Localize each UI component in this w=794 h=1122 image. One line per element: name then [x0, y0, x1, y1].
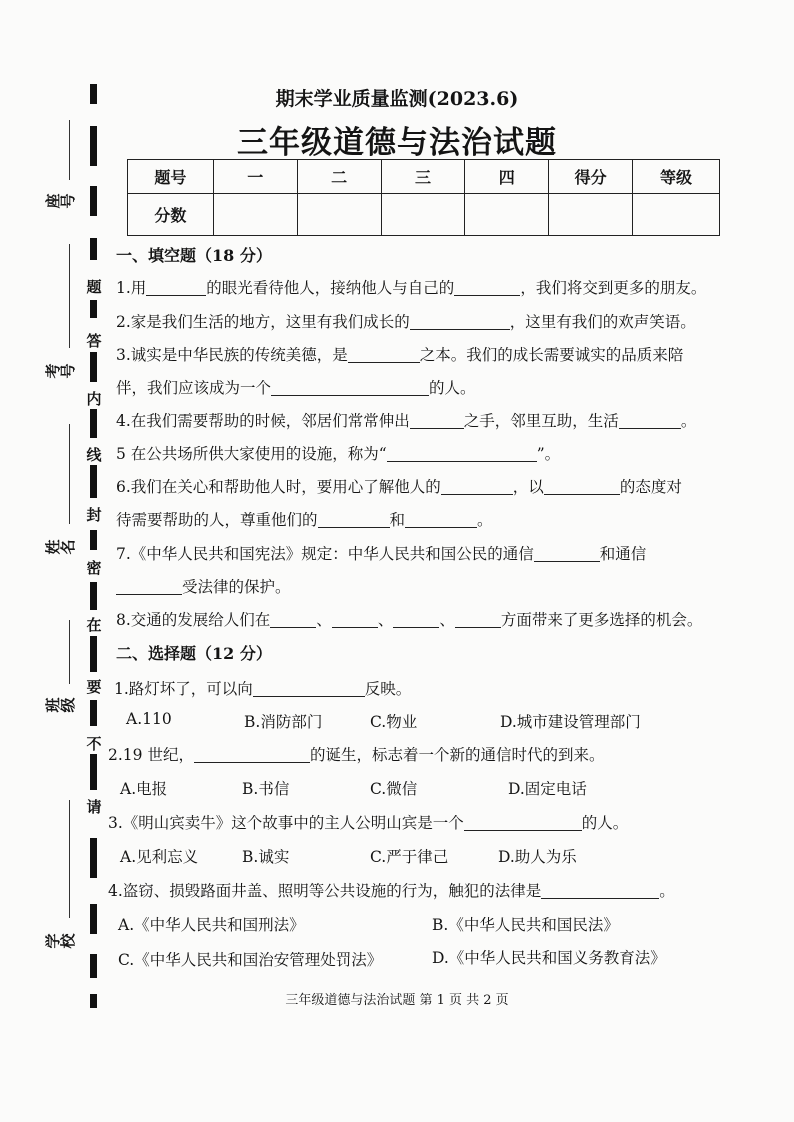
- q-text: ”。: [536, 445, 561, 463]
- answer-blank[interactable]: [544, 478, 620, 495]
- q-text: 1.用: [116, 279, 147, 297]
- seat-number-label: 座号: [44, 193, 77, 209]
- school-label: 学校: [44, 933, 77, 949]
- header-cell: 三: [381, 160, 465, 194]
- exam-title: 三年级道德与法治试题: [237, 125, 557, 161]
- binding-bar: [90, 238, 97, 260]
- q-text: 8.交通的发展给人们在: [116, 611, 271, 629]
- q-text: 。: [659, 882, 675, 900]
- header-cell: 得分: [549, 160, 633, 194]
- option[interactable]: A.《中华人民共和国刑法》: [118, 916, 305, 934]
- answer-blank[interactable]: [454, 279, 520, 296]
- binding-bar: [90, 582, 97, 610]
- answer-blank[interactable]: [271, 379, 429, 396]
- q-text: 6.我们在关心和帮助他人时，要用心了解他人的: [116, 478, 441, 496]
- seal-char: 线: [86, 446, 102, 464]
- score-cell[interactable]: [465, 194, 549, 236]
- fill-line: [69, 620, 70, 684]
- binding-bar: [90, 186, 97, 216]
- choice-question-1: [114, 677, 411, 699]
- choice-question-4: [108, 879, 675, 901]
- q-text: 2.家是我们生活的地方，这里有我们成长的: [116, 313, 410, 331]
- question-5: [116, 442, 560, 464]
- name-label: 姓名: [44, 539, 77, 555]
- option[interactable]: D.助人为乐: [498, 848, 577, 866]
- question-6: [116, 475, 682, 497]
- q-text: ，我们将交到更多的朋友。: [520, 279, 707, 297]
- answer-blank[interactable]: [348, 346, 420, 363]
- option[interactable]: D.《中华人民共和国义务教育法》: [432, 949, 666, 967]
- q-text: 伴，我们应该成为一个: [116, 379, 272, 397]
- score-table: [127, 159, 720, 236]
- section2-title: 二、选择题（12 分）: [116, 644, 272, 663]
- score-cell[interactable]: [549, 194, 633, 236]
- exam-number-label: 考号: [44, 363, 77, 379]
- binding-bar: [90, 636, 97, 672]
- q-text: 方面带来了更多选择的机会。: [500, 611, 703, 629]
- answer-blank[interactable]: [270, 611, 316, 628]
- q-text: 的眼光看待他人，接纳他人与自己的: [206, 279, 455, 297]
- q-text: 反映。: [364, 680, 412, 698]
- question-4: [116, 409, 696, 431]
- seal-char: 请: [86, 798, 102, 816]
- section1-title: 一、填空题（18 分）: [116, 246, 272, 265]
- answer-blank[interactable]: [619, 412, 681, 429]
- seal-char: 题: [86, 278, 102, 296]
- seal-char: 不: [86, 735, 102, 753]
- binding-bar: [90, 352, 97, 382]
- binding-bar: [90, 530, 97, 550]
- fill-line: [69, 800, 70, 918]
- answer-blank[interactable]: [194, 746, 310, 763]
- question-2: [116, 310, 696, 332]
- answer-blank[interactable]: [441, 478, 513, 495]
- q-text: 的人。: [581, 814, 629, 832]
- answer-blank[interactable]: [253, 680, 365, 697]
- option[interactable]: D.固定电话: [508, 780, 587, 798]
- fill-line: [69, 424, 70, 524]
- q-text: 3.《明山宾卖牛》这个故事中的主人公明山宾是一个: [108, 814, 464, 832]
- header-cell: 二: [297, 160, 381, 194]
- score-cell[interactable]: [381, 194, 465, 236]
- header-cell: 四: [465, 160, 549, 194]
- header-cell: 题号: [128, 160, 214, 194]
- question-3-cont: [116, 376, 476, 398]
- q-text: 和通信: [599, 545, 647, 563]
- separator: 、: [377, 611, 394, 629]
- seal-char: 答: [86, 332, 102, 350]
- binding-bar: [90, 300, 97, 318]
- answer-blank[interactable]: [405, 511, 477, 528]
- option[interactable]: B.书信: [242, 780, 290, 798]
- option[interactable]: D.城市建设管理部门: [500, 713, 641, 731]
- q-text: 2.19 世纪，: [108, 746, 194, 764]
- answer-blank[interactable]: [393, 611, 439, 628]
- score-cell[interactable]: [633, 194, 720, 236]
- question-3: [116, 343, 683, 365]
- q-text: ，以: [512, 478, 544, 496]
- class-label: 班级: [44, 697, 77, 713]
- fill-line: [69, 244, 70, 348]
- question-7-cont: [116, 575, 291, 597]
- answer-blank[interactable]: [318, 511, 390, 528]
- exam-subtitle: 期末学业质量监测(2023.6): [275, 88, 519, 110]
- answer-blank[interactable]: [146, 279, 206, 296]
- option[interactable]: A.见利忘义: [120, 848, 199, 866]
- binding-bar: [90, 838, 97, 878]
- q-text: ，这里有我们的欢声笑语。: [509, 313, 696, 331]
- score-cell[interactable]: [213, 194, 297, 236]
- answer-blank[interactable]: [464, 814, 582, 831]
- header-cell: 等级: [633, 160, 720, 194]
- q-text: 的态度对: [619, 478, 682, 496]
- q-text: 的诞生，标志着一个新的通信时代的到来。: [309, 746, 605, 764]
- q-text: 1.路灯坏了，可以向: [114, 680, 253, 698]
- score-row-label: 分数: [128, 194, 214, 236]
- answer-blank[interactable]: [541, 882, 659, 899]
- option[interactable]: A.电报: [120, 780, 168, 798]
- q-text: 待需要帮助的人，尊重他们的: [116, 511, 318, 529]
- q-text: 之手，邻里互助，生活: [463, 412, 619, 430]
- score-cell[interactable]: [297, 194, 381, 236]
- answer-blank[interactable]: [534, 545, 600, 562]
- binding-bar: [90, 904, 97, 934]
- q-text: 受法律的保护。: [182, 578, 291, 596]
- q-text: 5 在公共场所供大家使用的设施，称为“: [116, 445, 387, 463]
- q-text: 之本。我们的成长需要诚实的品质来陪: [419, 346, 684, 364]
- option[interactable]: B.诚实: [242, 848, 290, 866]
- answer-blank[interactable]: [332, 611, 378, 628]
- q-text: 7.《中华人民共和国宪法》规定：中华人民共和国公民的通信: [116, 545, 534, 563]
- q-text: 和: [389, 511, 406, 529]
- q-text: 3.诚实是中华民族的传统美德，是: [116, 346, 348, 364]
- q-text: 。: [477, 511, 493, 529]
- answer-blank[interactable]: [410, 313, 510, 330]
- binding-bar: [90, 408, 97, 438]
- option[interactable]: B.消防部门: [244, 713, 323, 731]
- binding-bar: [90, 954, 97, 978]
- q-text: 4.盗窃、损毁路面井盖、照明等公共设施的行为，触犯的法律是: [108, 882, 542, 900]
- q-text: 的人。: [429, 379, 476, 397]
- seal-char: 在: [86, 616, 102, 634]
- binding-bar: [90, 700, 97, 726]
- answer-blank[interactable]: [116, 578, 182, 595]
- binding-bar: [90, 462, 97, 498]
- binding-bar: [90, 752, 97, 790]
- q-text: 。: [680, 412, 697, 430]
- separator: 、: [316, 611, 332, 629]
- option[interactable]: C.严于律己: [370, 848, 449, 866]
- option[interactable]: B.《中华人民共和国民法》: [432, 916, 619, 934]
- question-7: [116, 542, 646, 564]
- seal-char: 密: [86, 559, 102, 577]
- choice-question-2: [108, 743, 604, 765]
- option[interactable]: C.物业: [370, 713, 418, 731]
- q-text: 4.在我们需要帮助的时候，邻居们常常伸出: [116, 412, 410, 430]
- seal-char: 内: [86, 390, 102, 408]
- question-8: [116, 608, 702, 630]
- page-footer: 三年级道德与法治试题 第 1 页 共 2 页: [285, 993, 509, 1008]
- choice-question-3: [108, 811, 628, 833]
- option[interactable]: C.微信: [370, 780, 418, 798]
- seal-char: 要: [86, 678, 102, 696]
- separator: 、: [439, 611, 455, 629]
- answer-blank[interactable]: [387, 445, 537, 462]
- seal-char: 封: [86, 506, 102, 524]
- question-6-cont: [116, 508, 493, 530]
- answer-blank[interactable]: [410, 412, 464, 429]
- question-1: [116, 276, 706, 298]
- answer-blank[interactable]: [455, 611, 501, 628]
- header-cell: 一: [213, 160, 297, 194]
- option[interactable]: C.《中华人民共和国治安管理处罚法》: [118, 951, 383, 969]
- option[interactable]: A.110: [126, 710, 172, 728]
